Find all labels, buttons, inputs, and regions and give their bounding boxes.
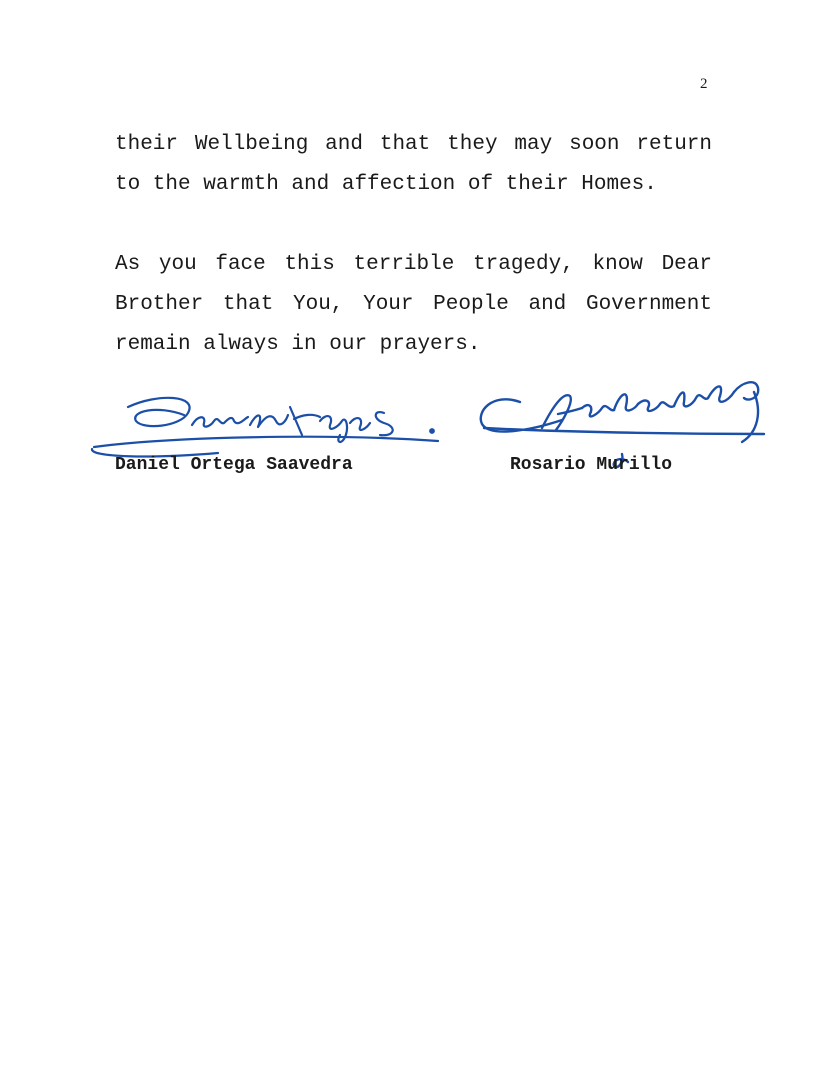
paragraph-line: Brother that You, Your People and Government: [115, 293, 712, 316]
page-number: 2: [700, 76, 708, 92]
signatory-name-murillo: Rosario Murillo: [510, 455, 673, 475]
signatory-name-ortega: Daniel Ortega Saavedra: [115, 455, 353, 475]
paragraph-closing-wishes: [115, 125, 712, 205]
paragraph-line: to the warmth and affection of their Homes.: [115, 173, 657, 196]
paragraph-line: their Wellbeing and that they may soon return: [115, 133, 712, 156]
paragraph-prayers: [115, 245, 712, 365]
paragraph-line: As you face this terrible tragedy, know Dear: [115, 253, 712, 276]
paragraph-line: remain always in our prayers.: [115, 333, 481, 356]
